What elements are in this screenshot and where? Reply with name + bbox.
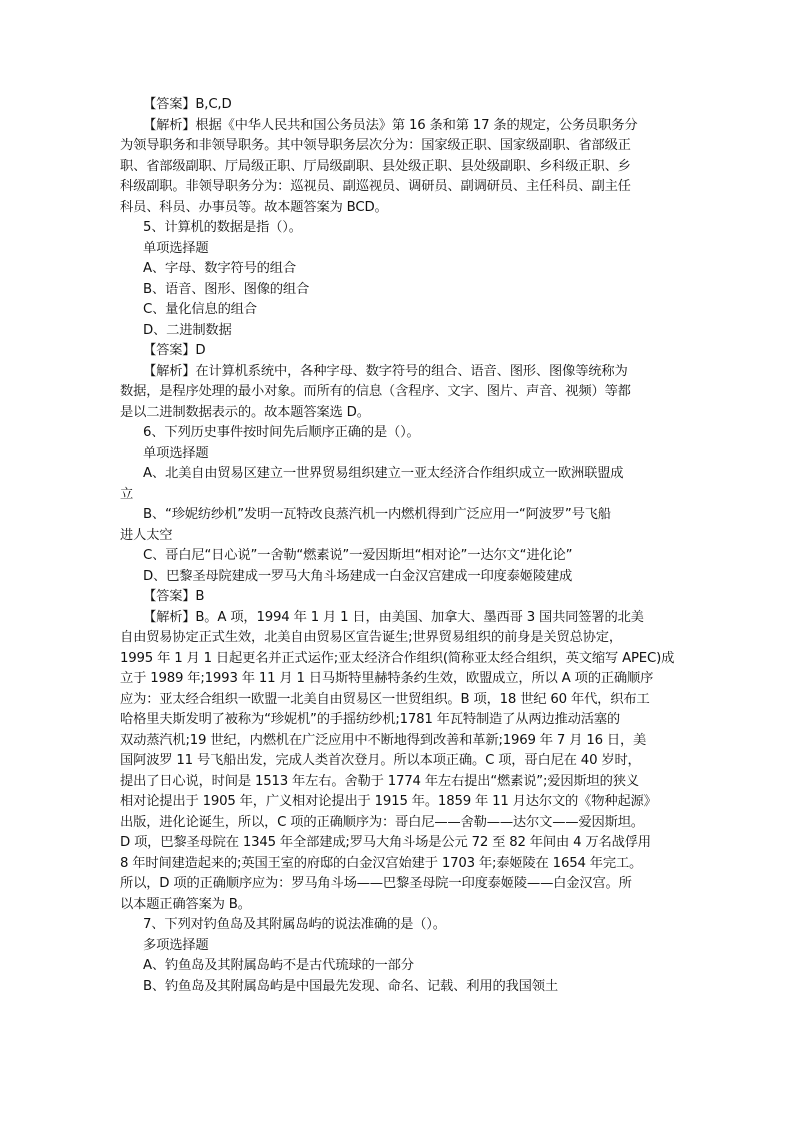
text-line: 所以，D 项的正确顺序应为：罗马角斗场——巴黎圣母院一印度泰姬陵——白金汉宫。所: [120, 876, 632, 891]
text-line: 提出了日心说，时间是 1513 年左右。舍勒于 1774 年左右提出“燃素说”;爱因斯坦的狭义: [120, 773, 639, 789]
text-line: 出版，进化论诞生，所以，C 项的正确顺序为：哥白尼——舍勒——达尔文——爱因斯坦。: [120, 814, 644, 830]
text-line: B、语音、图形、图像的组合: [143, 281, 310, 297]
text-line: 【解析】根据《中华人民共和国公务员法》第 16 条和第 17 条的规定，公务员职务分: [143, 117, 638, 133]
text-line: 哈格里夫斯发明了被称为“珍妮机”的手摇纺纱机;1781 年瓦特制造了从两边推动活塞的: [120, 712, 621, 727]
text-line: 【解析】B。A 项，1994 年 1 月 1 日，由美国、加拿大、墨西哥 3 国共同签署的北美: [143, 609, 644, 625]
text-line: 数据，是程序处理的最小对象。而所有的信息（含程序、文字、图片、声音、视频）等都: [120, 384, 631, 399]
text-line: A、北美自由贸易区建立一世界贸易组织建立一亚太经济合作组织成立一欧洲联盟成: [143, 466, 624, 481]
text-line: 8 年时间建造起来的;英国王室的府邸的白金汉宫始建于 1703 年;泰姬陵在 1654 年完工。: [120, 855, 643, 871]
text-line: 以本题正确答案为 B。: [120, 896, 251, 912]
text-line: C、量化信息的组合: [143, 302, 257, 317]
text-line: 为领导职务和非领导职务。其中领导职务层次分为：国家级正职、国家级副职、省部级正: [120, 138, 631, 153]
text-line: A、字母、数字符号的组合: [143, 261, 296, 276]
text-line: D、巴黎圣母院建成一罗马大角斗场建成一白金汉宫建成一印度泰姬陵建成: [143, 568, 573, 584]
text-line: 单项选择题: [143, 445, 209, 461]
text-line: D 项，巴黎圣母院在 1345 年全部建成;罗马大角斗场是公元 72 至 82 年间由 4 万名战俘用: [120, 835, 651, 850]
text-line: 7、下列对钓鱼岛及其附属岛屿的说法准确的是（）。: [143, 917, 446, 932]
text-line: 1995 年 1 月 1 日起更名并正式运作;亚太经济合作组织(简称亚太经合组织，英文缩写 APEC)成: [120, 650, 675, 666]
text-line: 科员、科员、办事员等。故本题答案为 BCD。: [120, 199, 388, 215]
text-line: 进人太空: [120, 527, 173, 543]
document-body: [120, 95, 680, 997]
text-line: 【解析】在计算机系统中，各种字母、数字符号的组合、语音、图形、图像等统称为: [143, 363, 628, 379]
text-line: 应为：亚太经合组织一欧盟一北美自由贸易区一世贸组织。B 项，18 世纪 60 年代，织布工: [120, 691, 650, 707]
text-line: 【答案】B: [143, 589, 205, 604]
text-line: 相对论提出于 1905 年，广义相对论提出于 1915 年。1859 年 11 月达尔文的《物种起源》: [120, 794, 657, 809]
text-line: 5、计算机的数据是指（）。: [143, 220, 302, 235]
text-line: A、钓鱼岛及其附属岛屿不是古代琉球的一部分: [143, 958, 414, 973]
text-line: 【答案】B,C,D: [143, 97, 232, 112]
text-line: 是以二进制数据表示的。故本题答案选 D。: [120, 404, 370, 420]
text-line: 职、省部级副职、厅局级正职、厅局级副职、县处级正职、县处级副职、乡科级正职、乡: [120, 158, 631, 174]
text-line: C、哥白尼“日心说”一舍勒“燃素说”一爱因斯坦“相对论”一达尔文“进化论”: [143, 548, 573, 563]
text-line: 自由贸易协定正式生效，北美自由贸易区宣告诞生;世界贸易组织的前身是关贸总协定，: [120, 630, 622, 645]
text-line: B、“珍妮纺纱机”发明一瓦特改良蒸汽机一内燃机得到广泛应用一“阿波罗”号飞船: [143, 507, 611, 522]
text-line: 立于 1989 年;1993 年 11 月 1 日马斯特里赫特条约生效，欧盟成立，所以 A 项的正确顺序: [120, 671, 654, 686]
text-line: 立: [120, 486, 134, 502]
text-line: 【答案】D: [143, 343, 206, 358]
text-line: 6、下列历史事件按时间先后顺序正确的是（）。: [143, 425, 420, 440]
text-line: 国阿波罗 11 号飞船出发，完成人类首次登月。所以本项正确。C 项，哥白尼在 40 岁时，: [120, 753, 641, 768]
text-line: B、钓鱼岛及其附属岛屿是中国最先发现、命名、记载、利用的我国领土: [143, 978, 558, 994]
text-line: 双动蒸汽机;19 世纪，内燃机在广泛应用中不断地得到改善和革新;1969 年 7 月 16 日，美: [120, 732, 647, 748]
text-line: 多项选择题: [143, 937, 209, 953]
text-line: 科级副职。非领导职务分为：巡视员、副巡视员、调研员、副调研员、主任科员、副主任: [120, 179, 631, 194]
text-line: D、二进制数据: [143, 322, 232, 338]
text-line: 单项选择题: [143, 240, 209, 256]
